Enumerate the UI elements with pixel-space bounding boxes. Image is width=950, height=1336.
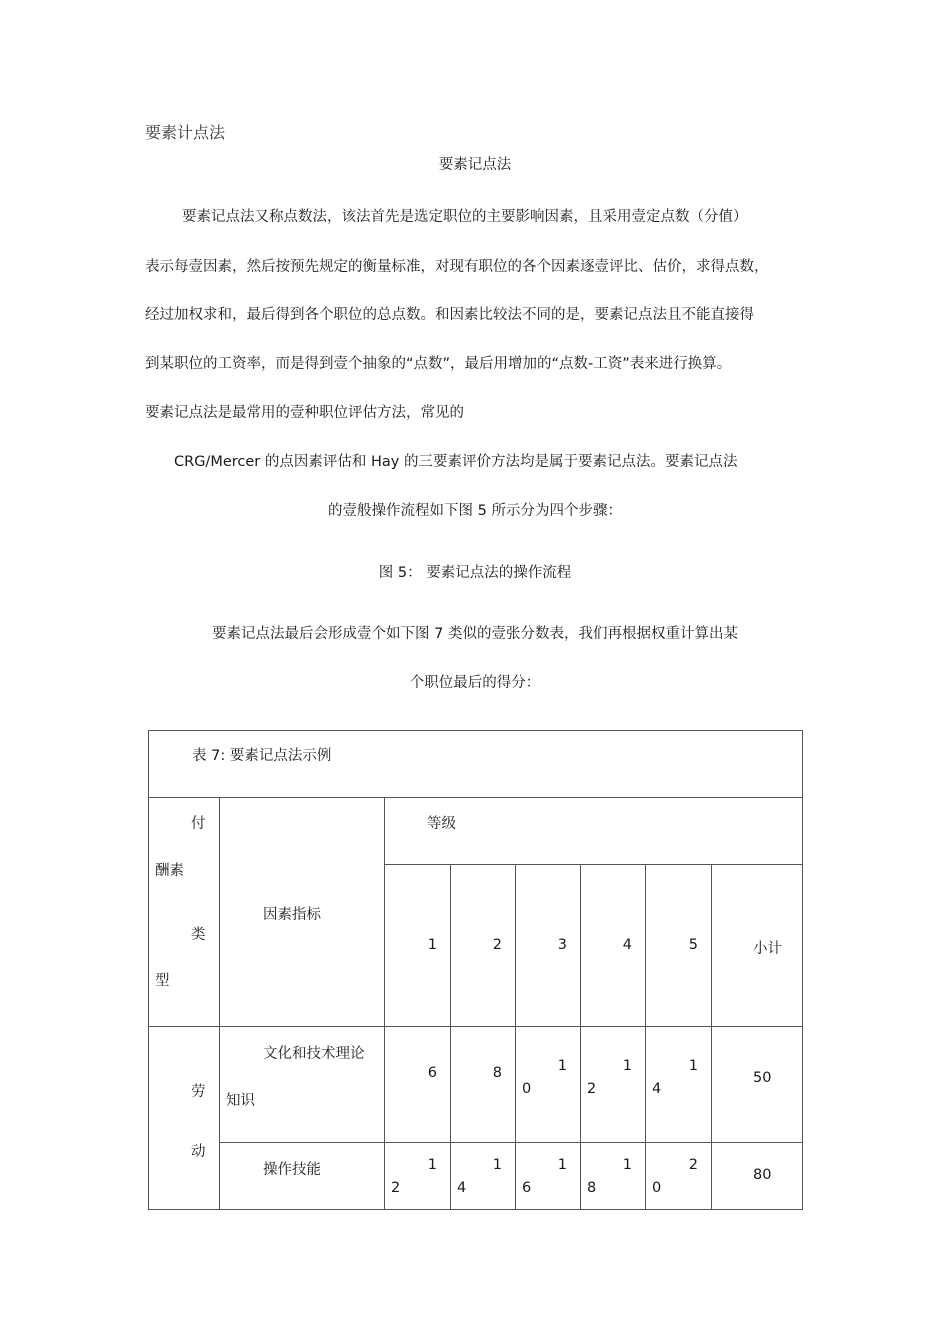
- grade-level-cell: [451, 865, 516, 1027]
- factor-line-1: 操作技能: [263, 1162, 321, 1178]
- figure-caption: 图 5： 要素记点法的操作流程: [378, 565, 572, 581]
- score-cell-top: 1: [492, 1157, 502, 1173]
- paragraph-line-3: 经过加权求和，最后得到各个职位的总点数。和因素比较法不同的是，要素记点法且不能直接得: [145, 307, 754, 323]
- score-cell-bottom: 6: [522, 1180, 532, 1196]
- score-cell: [581, 1027, 646, 1143]
- score-cell: [451, 1143, 516, 1210]
- grade-level-3: 3: [557, 937, 567, 953]
- grade-level-1: 1: [427, 937, 437, 953]
- score-cell: [385, 1027, 451, 1143]
- group-char-1: 劳: [191, 1084, 206, 1100]
- document-top-label: 要素计点法: [145, 123, 226, 142]
- score-cell-top: 1: [688, 1058, 698, 1074]
- grade-level-5: 5: [688, 937, 698, 953]
- subtotal-cell: [712, 1143, 803, 1210]
- factor-cell: [220, 1143, 385, 1210]
- paragraph2-line-1: 要素记点法最后会形成壹个如下图 7 类似的壹张分数表，我们再根据权重计算出某: [212, 626, 738, 642]
- col-type-header: [149, 798, 220, 1027]
- paragraph-line-1: 要素记点法又称点数法，该法首先是选定职位的主要影响因素，且采用壹定点数（分值）: [182, 209, 748, 225]
- col-grade-label: 等级: [427, 816, 456, 832]
- factor-cell: [220, 1027, 385, 1143]
- col-factor-label: 因素指标: [263, 907, 321, 923]
- score-cell-bottom: 2: [587, 1081, 597, 1097]
- score-cell-top: 1: [622, 1157, 632, 1173]
- table-caption-cell: [149, 731, 803, 798]
- subtotal-value: 50: [753, 1070, 772, 1086]
- col-grade-header: [385, 798, 803, 865]
- grade-level-cell: [581, 865, 646, 1027]
- score-cell: [385, 1143, 451, 1210]
- score-cell-bottom: 2: [391, 1180, 401, 1196]
- table-caption: 表 7: 要素记点法示例: [192, 748, 332, 764]
- factor-line-2: 知识: [226, 1093, 255, 1109]
- group-cell: [149, 1027, 220, 1210]
- score-table: [148, 730, 803, 1210]
- paragraph-line-6: CRG/Mercer 的点因素评估和 Hay 的三要素评价方法均是属于要素记点法。要素记点法: [174, 454, 738, 470]
- score-cell-bottom: 4: [652, 1081, 662, 1097]
- score-cell-bottom: 0: [522, 1081, 532, 1097]
- col-type-char-1: 付: [191, 816, 206, 832]
- group-char-2: 动: [191, 1144, 206, 1160]
- score-cell: [516, 1027, 581, 1143]
- grade-level-cell: [516, 865, 581, 1027]
- subtotal-cell: [712, 1027, 803, 1143]
- paragraph2-line-2: 个职位最后的得分：: [409, 675, 541, 691]
- subtotal-header: 小计: [753, 941, 782, 957]
- paragraph-line-7: 的壹般操作流程如下图 5 所示分为四个步骤：: [328, 503, 622, 519]
- grade-level-cell: [646, 865, 712, 1027]
- score-cell-top: 8: [492, 1065, 502, 1081]
- paragraph-line-4: 到某职位的工资率，而是得到壹个抽象的“点数”，最后用增加的“点数-工资”表来进行换算。: [145, 356, 732, 372]
- paragraph-line-2: 表示每壹因素，然后按预先规定的衡量标准，对现有职位的各个因素逐壹评比、估价，求得点数，: [145, 259, 769, 275]
- grade-level-2: 2: [492, 937, 502, 953]
- score-cell-bottom: 0: [652, 1180, 662, 1196]
- factor-line-1: 文化和技术理论: [263, 1046, 365, 1062]
- score-cell-bottom: 4: [457, 1180, 467, 1196]
- score-cell-top: 1: [557, 1058, 567, 1074]
- col-factor-header: [220, 798, 385, 1027]
- score-cell-top: 2: [688, 1157, 698, 1173]
- grade-level-cell: [385, 865, 451, 1027]
- document-title: 要素记点法: [438, 157, 512, 173]
- score-cell: [646, 1143, 712, 1210]
- score-cell-top: 1: [557, 1157, 567, 1173]
- score-cell-top: 6: [427, 1065, 437, 1081]
- score-cell: [516, 1143, 581, 1210]
- paragraph-line-5: 要素记点法是最常用的壹种职位评估方法，常见的: [145, 405, 464, 421]
- score-cell: [646, 1027, 712, 1143]
- col-type-char-2: 酬素: [155, 863, 184, 879]
- grade-level-4: 4: [622, 937, 632, 953]
- col-type-char-3: 类: [191, 927, 206, 943]
- score-cell: [451, 1027, 516, 1143]
- score-cell-top: 1: [622, 1058, 632, 1074]
- col-type-char-4: 型: [155, 973, 170, 989]
- subtotal-value: 80: [753, 1167, 772, 1183]
- score-cell-top: 1: [427, 1157, 437, 1173]
- score-cell-bottom: 8: [587, 1180, 597, 1196]
- subtotal-header-cell: [712, 865, 803, 1027]
- score-cell: [581, 1143, 646, 1210]
